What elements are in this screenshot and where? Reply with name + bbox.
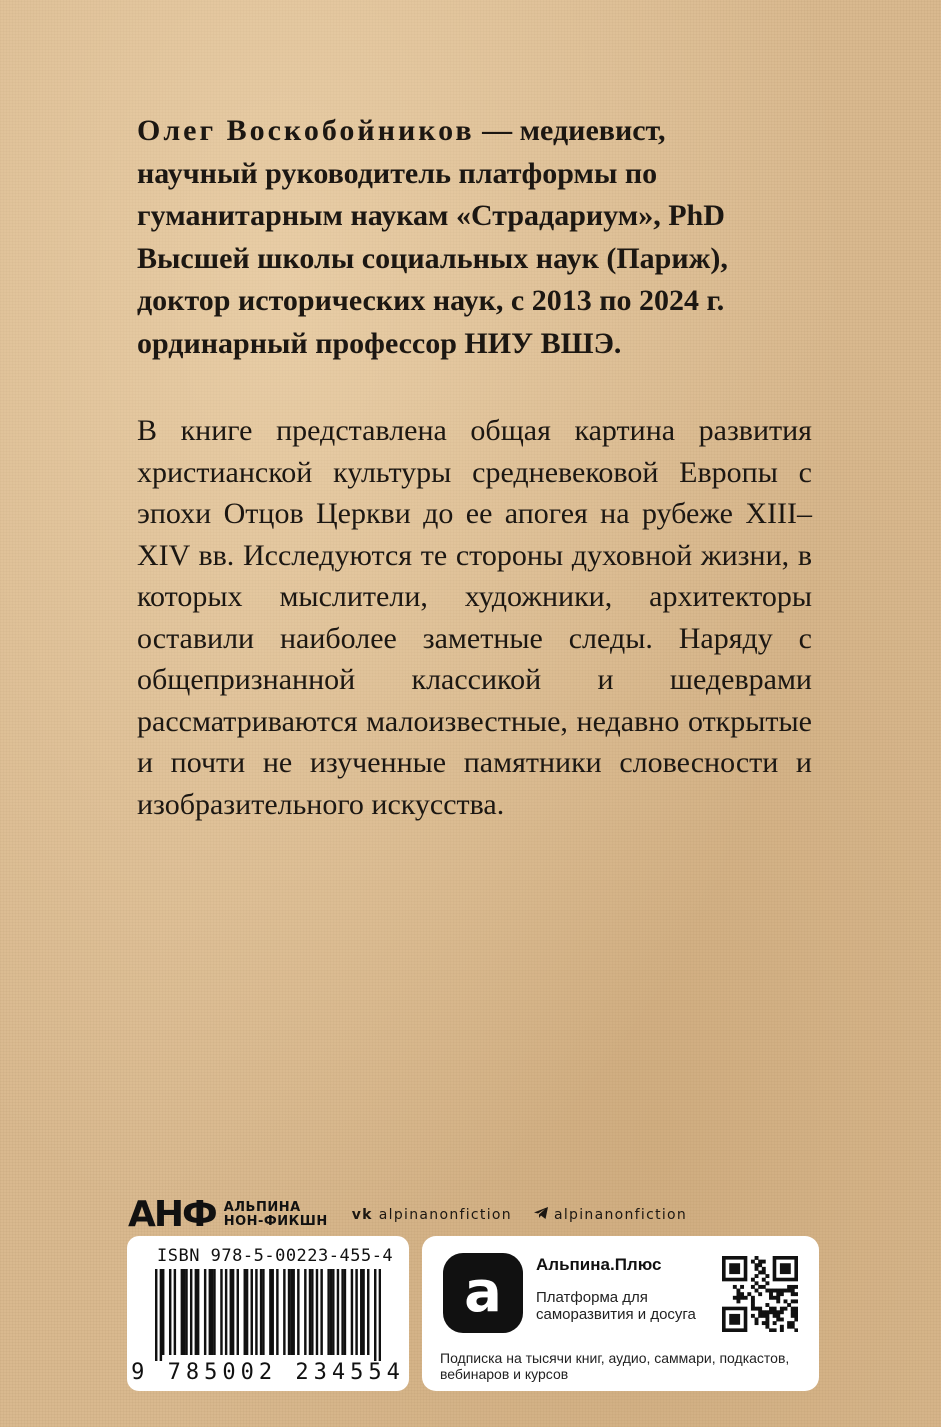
- author-name: Олег Воскобойников: [137, 114, 475, 147]
- promo-footer: Подписка на тысячи книг, аудио, саммари, подкастов, вебинаров и курсов: [440, 1350, 790, 1382]
- promo-title: Альпина.Плюс: [536, 1255, 662, 1274]
- book-description: В книге представлена общая картина развития христианской культуры средневековой Европы с эпохи Отцов Церкви до ее апогея на рубеже XIII–XIV вв. Исследуются те стороны духовной жизни, в которых мыслители, художники, архитекторы оставили наиболее заметные следы. Наряду с общепризнанной классикой и шедеврами рассматриваются малоизвестные, недавно открытые и почти не изученные памятники словесности и изобразительного искусства.: [137, 414, 812, 821]
- publisher-name: [224, 1201, 328, 1229]
- qr-code[interactable]: [722, 1256, 798, 1332]
- author-bio: [137, 110, 787, 365]
- promo-box: [422, 1236, 819, 1391]
- telegram-handle[interactable]: alpinanonfiction: [553, 1207, 688, 1223]
- vk-handle[interactable]: alpinanonfiction: [378, 1207, 512, 1223]
- isbn-box: [127, 1236, 409, 1391]
- promo-tagline: Платформа для саморазвития и досуга: [536, 1289, 696, 1323]
- publisher-name-line2: НОН-ФИКШН: [223, 1214, 328, 1229]
- isbn-label: ISBN 978-5-00223-455-4: [157, 1246, 394, 1266]
- publisher-name-line1: АЛЬПИНА: [223, 1200, 301, 1215]
- barcode: [155, 1269, 381, 1361]
- social-links: [352, 1207, 709, 1223]
- publisher-logo: АНФ: [128, 1194, 216, 1235]
- vk-icon: vk: [351, 1207, 373, 1223]
- telegram-icon: [534, 1207, 548, 1223]
- publisher-row: [128, 1190, 709, 1240]
- barcode-digits: 9 785002 234554: [131, 1360, 405, 1385]
- author-bio-text: — медиевист, научный руководитель платформы по гуманитарным наукам «Страдариум», PhD Высшей школы социальных наук (Париж), доктор исторических наук, с 2013 по 2024 г. ординарный профессор НИУ ВШЭ.: [137, 114, 728, 360]
- app-icon: a: [443, 1253, 523, 1333]
